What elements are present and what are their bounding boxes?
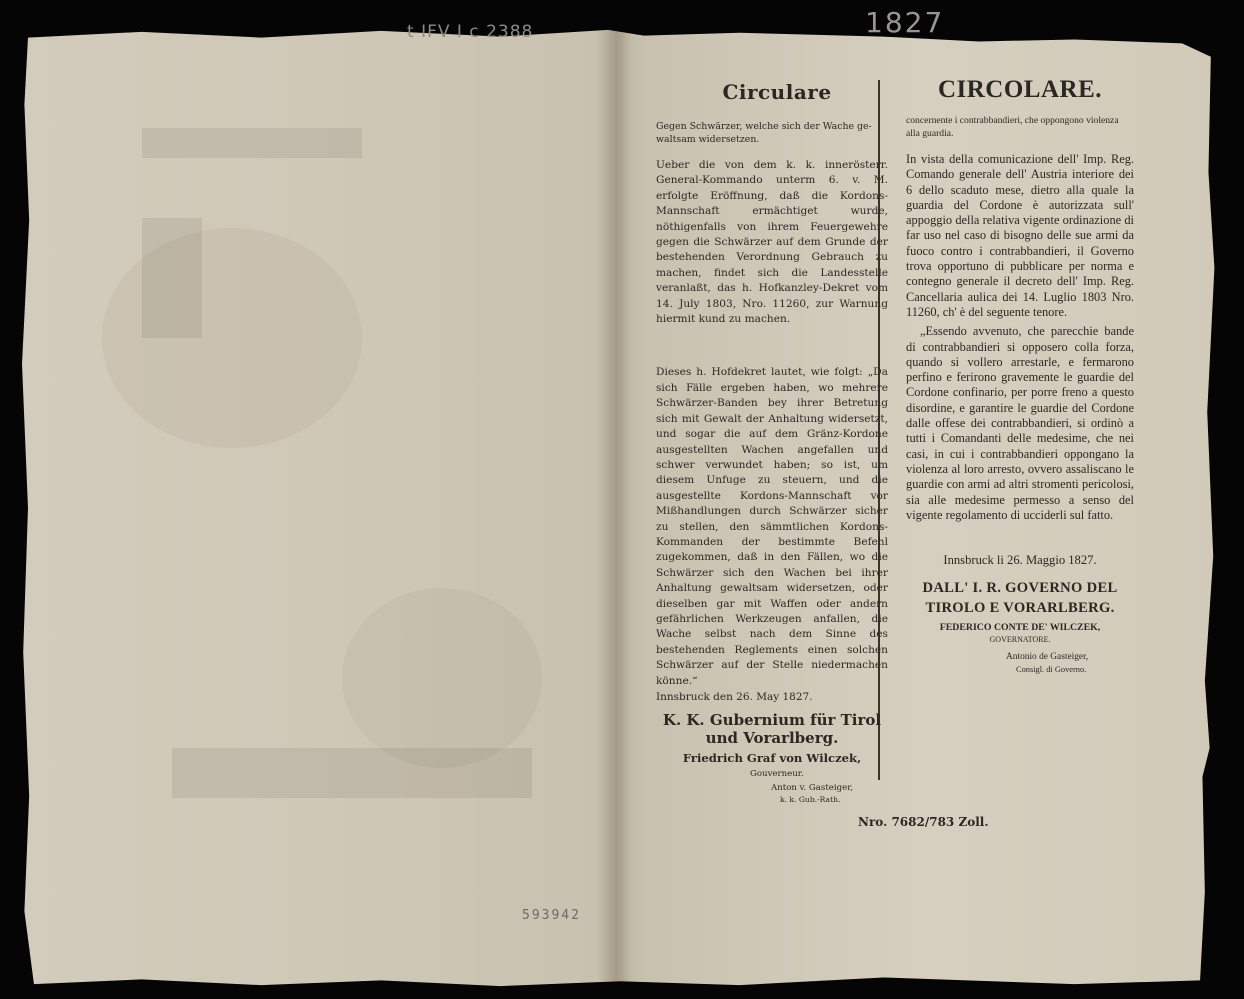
german-paragraph-1: Ueber die von dem k. k. innerösterr. General-Kommando unterm 6. v. M. erfolgte Eröffnung, daß die Kordons-Mannschaft ermächtiget wurde, nöthigenfalls von ihrem Feuergewehre gegen die Schwärzer auf dem Grunde der bestehenden Verordnung Gebrauch zu machen, findet sich die Landesstelle veranlaßt, das h. Hofkanzley-Dekret vom 14. July 1803, Nro. 11260, zur Warnung hiermit kund zu machen. bbox=[656, 159, 888, 326]
italian-authority: DALL' I. R. GOVERNO DEL TIROLO E VORARLBERG. bbox=[922, 580, 1118, 617]
bleed-through-signature bbox=[172, 748, 532, 798]
italian-countersigner-role: Consigl. di Governo. bbox=[1016, 665, 1087, 675]
italian-signer: FEDERICO CONTE DE' WILCZEK, bbox=[939, 622, 1101, 634]
german-place-date: Innsbruck den 26. May 1827. bbox=[656, 691, 813, 703]
bleed-through-heading bbox=[142, 128, 362, 158]
bleed-through-text bbox=[142, 218, 202, 338]
german-signer-role: Gouverneur. bbox=[750, 769, 804, 779]
german-countersigner-role: k. k. Gub.-Rath. bbox=[780, 795, 841, 804]
german-title: Circulare bbox=[722, 80, 832, 104]
registry-number: Nro. 7682/783 Zoll. bbox=[858, 815, 989, 829]
inventory-number: 593942 bbox=[522, 908, 581, 923]
italian-signer-role: GOVERNATORE. bbox=[989, 635, 1051, 645]
german-subtitle: Gegen Schwärzer, welche sich der Wache ge-waltsam widersetzen. bbox=[656, 121, 872, 145]
paper-stain bbox=[342, 588, 542, 768]
center-fold bbox=[597, 28, 631, 988]
german-authority: K. K. Gubernium für Tirol und Vorarlberg. bbox=[662, 711, 882, 747]
italian-title: CIRCOLARE. bbox=[937, 76, 1103, 103]
paper-stain bbox=[102, 228, 362, 448]
german-countersigner: Anton v. Gasteiger, bbox=[771, 783, 854, 793]
italian-subtitle: concernente i contrabbandieri, che oppongono violenza alla guardia. bbox=[906, 115, 1119, 139]
pencil-date-note: 1827 bbox=[865, 6, 945, 39]
german-signer: Friedrich Graf von Wilczek, bbox=[682, 751, 862, 765]
italian-place-date: Innsbruck li 26. Maggio 1827. bbox=[943, 553, 1097, 568]
german-paragraph-2: Dieses h. Hofdekret lautet, wie folgt: „Da sich Fälle ergeben haben, wo mehrere Schwärzer-Banden bey ihrer Betretung sich mit Gewalt der Anhaltung widersetzt, und sogar die auf dem Gränz-Kordone ausgestellten Wachen angefallen und schwer verwundet haben; so ist, um diesem Unfuge zu steuern, und die ausgestellte Kordons-Mannschaft vor Mißhandlungen durch Schwärzer sicher zu stellen, den sämmtlichen Kordons-Kommanden der bestimmte Befehl zugekommen, daß in den Fällen, wo die Schwärzer sich den Wachen bei ihrer Anhaltung gewaltsam widersetzen, oder dieselben gar mit Waffen oder andern gefährlichen Werkzeugen anfallen, die Wache selbst nach dem Sinne des bestehenden Reglements einen solchen Schwärzer auf der Stelle niedermachen könne.“ bbox=[656, 366, 888, 687]
german-column bbox=[656, 80, 888, 804]
archive-shelfmark: t IFV I c 2388 bbox=[407, 22, 534, 42]
italian-paragraph-1: In vista della comunicazione dell' Imp. Reg. Comando generale dell' Austria interiore dei 6 dello scaduto mese, dietro alla quale la guardia del Cordone è autorizzata sull' appoggio della relativa vigente ordinazione di far uso nel caso di bisogno delle sue armi da fuoco contro i contrabbandieri, il Governo trova opportuno di pubblicare per norma e contegno generale il decreto dell' Imp. Reg. Cancellaria aulica dei 14. Luglio 1803 Nro. 11260, ch' è del seguente tenore. bbox=[906, 152, 1134, 319]
italian-paragraph-2: „Essendo avvenuto, che parecchie bande di contrabbandieri si opposero colla forza, quando si vollero arrestarle, e fermarono perfino e ferirono gravemente le guardie del Cordone confinario, per porre freno a questo disordine, e garantire le guardie del Cordone dalle offese dei contrabbandieri, si ordinò a tutti i Comandanti delle medesime, che nei casi, in cui i contrabbandieri oppongano la violenza al loro arresto, ovvero assaliscano le guardie con armi ad altri stromenti pericolosi, sia alle medesime permesso a senso del vigente regolamento di ucciderli sul fatto. bbox=[906, 324, 1134, 522]
italian-column bbox=[906, 76, 1134, 675]
italian-countersigner: Antonio de Gasteiger, bbox=[1006, 652, 1089, 663]
